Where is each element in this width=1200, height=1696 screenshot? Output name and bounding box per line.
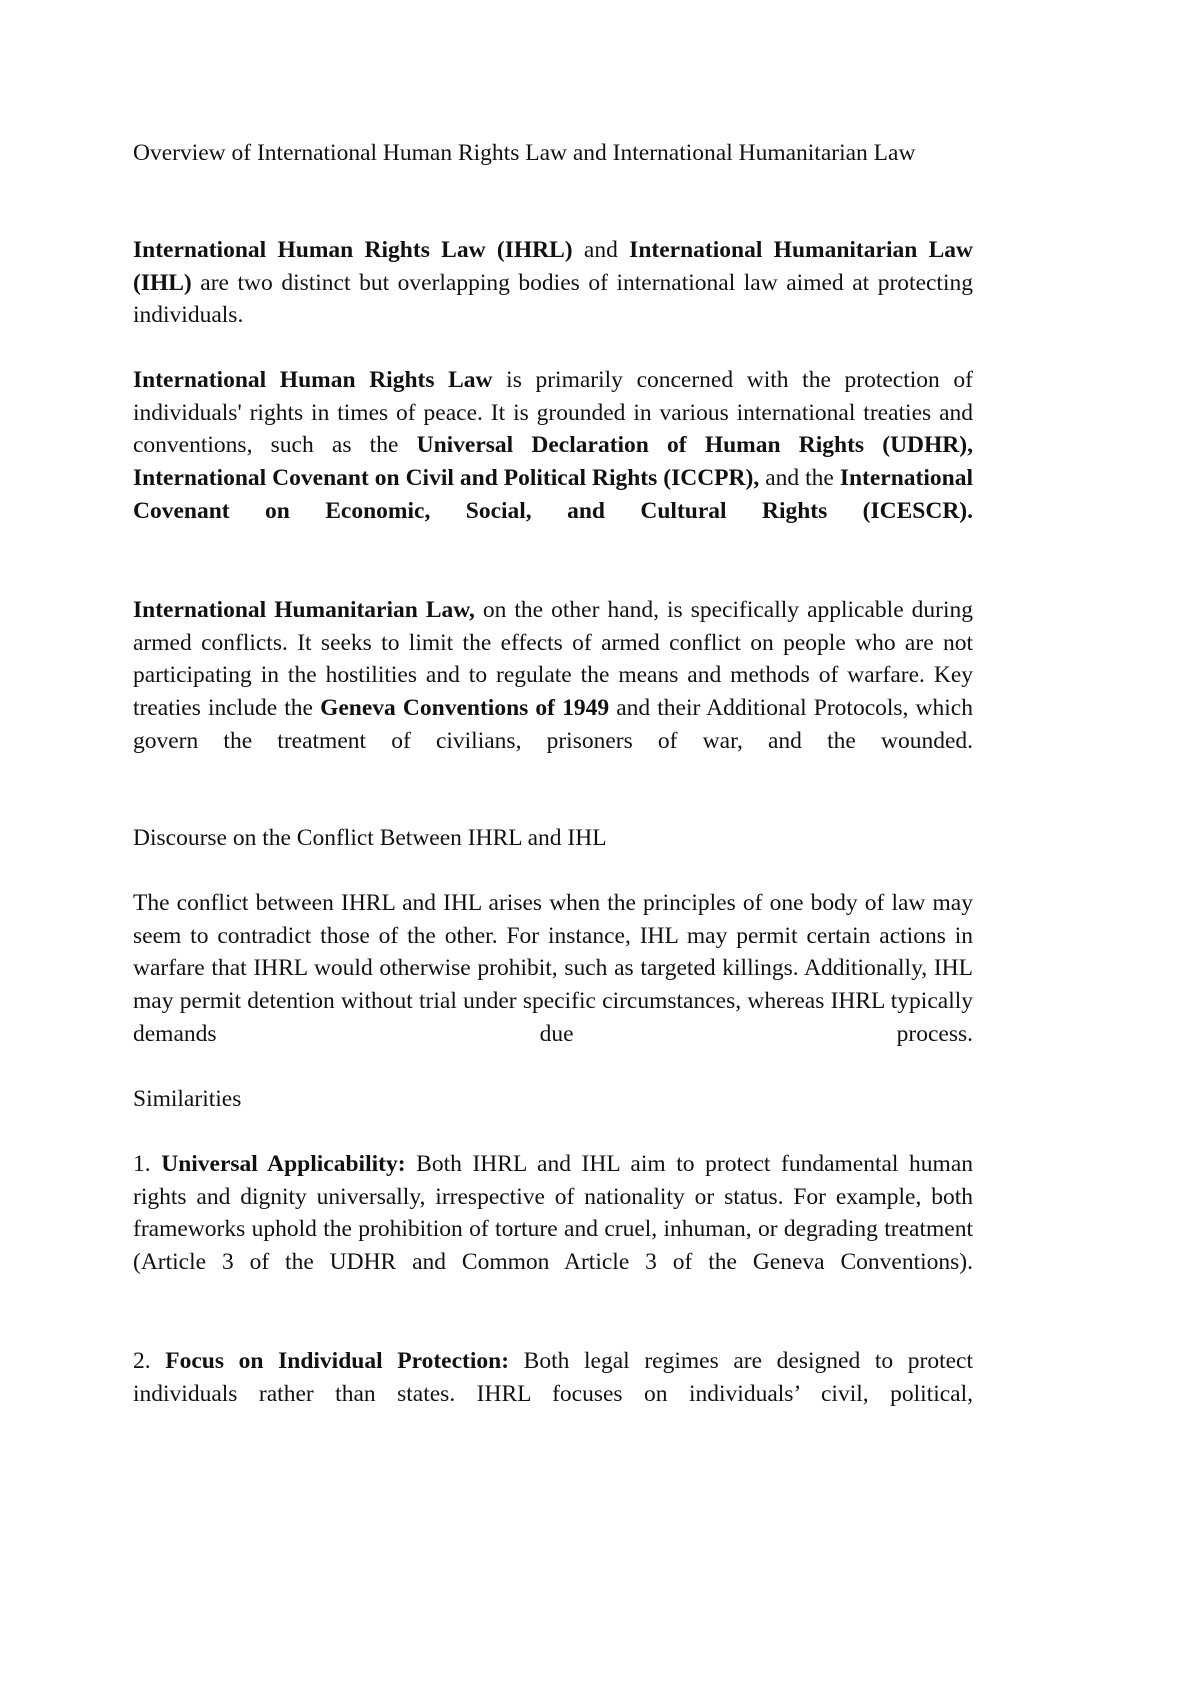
bold-text-run: Geneva Conventions of 1949	[320, 695, 610, 722]
list-item-individual-protection	[133, 1345, 973, 1410]
text-run: 1.	[133, 1151, 162, 1177]
text-run: Both IHRL and IHL aim to protect fundamental human rights and dignity universally, irrespective of nationality or status. For example, both frameworks uphold the prohibition of torture and cruel, inhuman, or degrading treatment (Article 3 of the UDHR and Common Article 3 of the Geneva Conventions).	[133, 1151, 974, 1276]
text-run: The conflict between IHRL and IHL arises when the principles of one body of law may seem to contradict those of the other. For instance, IHL may permit certain actions in warfare that IHRL would otherwise prohibit, such as targeted killings. Additionally, IHL may permit detention without trial under specific circumstances, whereas IHRL typically demands due process.	[133, 890, 973, 1047]
document-title: Overview of International Human Rights Law and International Humanitarian Law	[133, 140, 916, 166]
text-run: are two distinct but overlapping bodies of international law aimed at protecting individuals.	[133, 269, 973, 329]
paragraph-ihl	[133, 594, 973, 790]
bold-text-run: International Humanitarian Law (IHL)	[133, 237, 974, 296]
paragraph-intro	[133, 234, 973, 365]
bold-text-run: International Human Rights Law (IHRL)	[133, 237, 573, 263]
text-run: is primarily concerned with the protection of individuals' rights in times of peace. It is grounded in various international treaties and conventions, such as the	[133, 367, 974, 459]
text-run: 2.	[133, 1348, 166, 1374]
paragraph-conflict	[133, 887, 973, 1083]
bold-text-run: International Covenant on Economic, Social, and Cultural Rights (ICESCR).	[133, 465, 974, 524]
bold-text-run: International Human Rights Law	[133, 367, 493, 393]
text-run: Both legal regimes are designed to protect individuals rather than states. IHRL focuses on individuals’ civil, political,	[133, 1348, 973, 1407]
paragraph-ihrl	[133, 364, 973, 560]
text-run: and the	[759, 465, 840, 492]
text-run: Discourse on the Conflict Between IHRL and IHL	[133, 825, 607, 851]
text-run: and	[572, 237, 630, 263]
text-run: and their Additional Protocols, which govern the treatment of civilians, prisoners of war, and the wounded.	[133, 695, 973, 754]
text-run: on the other hand, is specifically applicable during armed conflicts. It seeks to limit the effects of armed conflict on people who are not participating in the hostilities and to regulate the means and methods of warfare. Key treaties include the	[133, 597, 974, 722]
bold-text-run: Universal Applicability:	[161, 1151, 406, 1177]
section-heading-similarities	[133, 1083, 973, 1116]
section-heading-conflict	[133, 822, 973, 855]
text-run: Similarities	[133, 1086, 242, 1112]
list-item-universal-applicability	[133, 1148, 973, 1312]
bold-text-run: International Humanitarian Law,	[133, 597, 475, 623]
bold-text-run: Focus on Individual Protection:	[165, 1348, 510, 1374]
bold-text-run: Universal Declaration of Human Rights (UDHR), International Covenant on Civil and Political Rights (ICCPR),	[133, 432, 973, 492]
